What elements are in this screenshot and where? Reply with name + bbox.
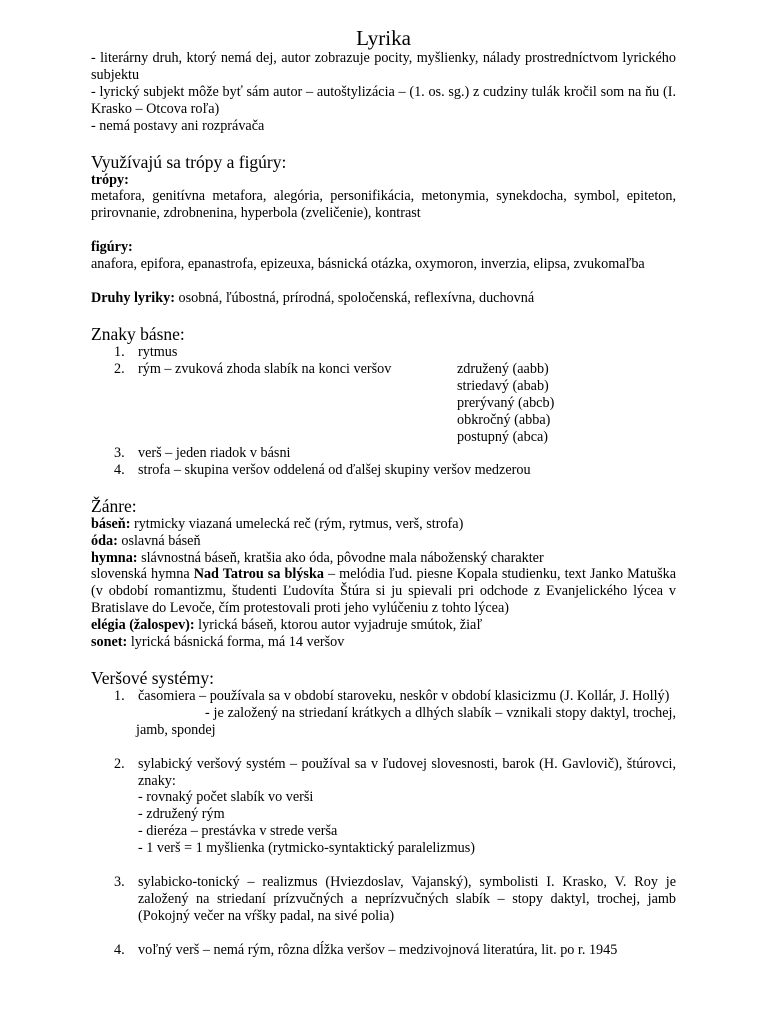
- signs-list: [91, 344, 676, 479]
- rhyme-types: združený (aabb) striedavý (abab) prerývaný (abcb) obkročný (abba) postupný (abca): [457, 360, 555, 445]
- system-1-detail: - je založený na striedaní krátkych a dlhých slabík – vznikali stopy daktyl, trochej, jamb, spondej: [136, 704, 676, 738]
- document-page: [91, 26, 676, 959]
- signs-heading: Znaky básne:: [91, 323, 185, 344]
- genre-hymna: hymna: slávnostná báseň, kratšia ako óda, pôvodne mala náboženský charakter: [91, 549, 544, 566]
- list-item: 2. rým – zvuková zhoda slabík na konci veršov združený (aabb) striedavý (abab) prerývaný (abcb) obkročný (abba) postupný (abca): [114, 360, 555, 445]
- systems-list: [91, 688, 676, 959]
- figures-label: figúry:: [91, 239, 133, 256]
- tropes-label: trópy:: [91, 171, 129, 188]
- figures-text: anafora, epifora, epanastrofa, epizeuxa, básnická otázka, oxymoron, inverzia, elipsa, zvukomaľba: [91, 256, 645, 273]
- tropes-text: metafora, genitívna metafora, alegória, personifikácia, metonymia, synekdocha, symbol, epiteton, prirovnanie, zdrobnenina, hyperbola (zveličenie), kontrast: [91, 188, 676, 222]
- tropes-heading: Využívajú sa trópy a figúry:: [91, 151, 287, 172]
- page-title: Lyrika: [356, 26, 411, 50]
- anthem-text: slovenská hymna Nad Tatrou sa blýska – melódia ľud. piesne Kopala studienku, text Janko Matuška (v období romantizmu, študenti Ľudovíta Štúra si ju spievali pri odchode z Evanjelického lýcea v Bratislave do Levoče, čím protestovali proti jeho vylúčeniu z tohto lýcea): [91, 566, 676, 617]
- kinds-line: Druhy lyriky: osobná, ľúbostná, prírodná, spoločenská, reflexívna, duchovná: [91, 290, 535, 307]
- systems-heading: Veršové systémy:: [91, 667, 214, 688]
- list-item: 1. časomiera – používala sa v období staroveku, neskôr v období klasicizmu (J. Kollár, J. Hollý) - je založený na striedaní krátkych a dlhých slabík – vznikali stopy daktyl, trochej, jamb, spondej: [114, 687, 676, 738]
- list-item: 3. verš – jeden riadok v básni: [114, 444, 291, 461]
- intro-line-3: - nemá postavy ani rozprávača: [91, 117, 265, 134]
- genres-heading: Žánre:: [91, 495, 137, 516]
- list-item: 3. sylabicko-tonický – realizmus (Hviezdoslav, Vajanský), symbolisti I. Krasko, V. Roy je založený na striedaní prízvučných a neprízvučných slabík – stopy daktyl, trochej, jamb (Pokojný večer na vŕšky padal, na sivé polia): [114, 874, 676, 924]
- genre-sonet: sonet: lyrická básnická forma, má 14 veršov: [91, 634, 345, 651]
- genre-elegia: elégia (žalospev): lyrická báseň, ktorou autor vyjadruje smútok, žiaľ: [91, 617, 483, 634]
- intro-line-2: - lyrický subjekt môže byť sám autor – autoštylizácia – (1. os. sg.) z cudziny tulák kročil som na ňu (I. Krasko – Otcova roľa): [91, 83, 676, 117]
- list-item: 2. sylabický veršový systém – používal sa v ľudovej slovesnosti, barok (H. Gavlovič), štúrovci, znaky: - rovnaký počet slabík vo verši - združený rým - dieréza – prestávka v strede verša - 1 verš = 1 myšlienka (rytmicko-syntaktický paralelizmus): [114, 755, 676, 857]
- intro-line-1: - literárny druh, ktorý nemá dej, autor zobrazuje pocity, myšlienky, nálady prostredníctvom lyrického subjektu: [91, 50, 676, 83]
- list-item: 1. rytmus: [114, 343, 178, 360]
- list-item: 4. strofa – skupina veršov oddelená od ďalšej skupiny veršov medzerou: [114, 461, 531, 478]
- genre-oda: óda: oslavná báseň: [91, 532, 201, 549]
- genre-basen: báseň: rytmicky viazaná umelecká reč (rým, rytmus, verš, strofa): [91, 515, 464, 532]
- list-item: 4. voľný verš – nemá rým, rôzna dĺžka veršov – medzivojnová literatúra, lit. po r. 1945: [114, 941, 618, 958]
